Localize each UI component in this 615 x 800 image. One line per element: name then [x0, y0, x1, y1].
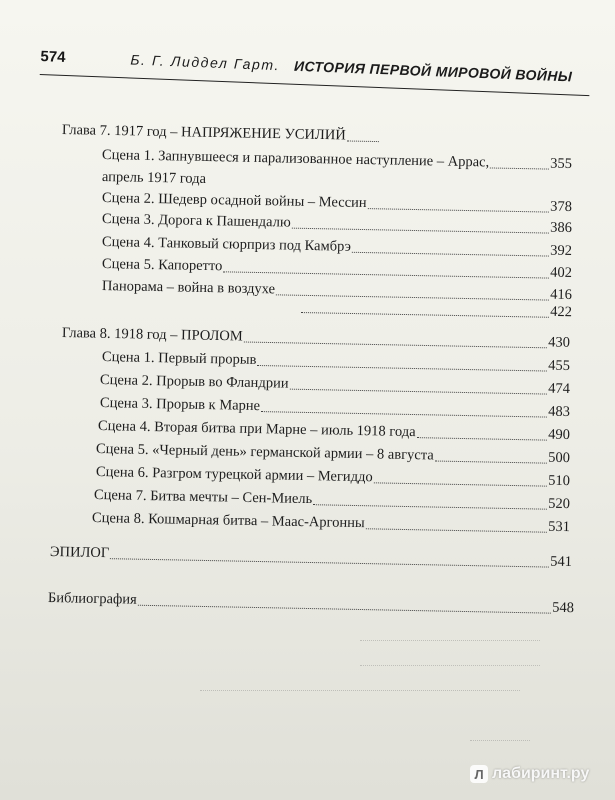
toc-entry [102, 234, 572, 260]
toc-entry-page: 386 [550, 219, 573, 237]
leader-dots [257, 365, 547, 372]
leader-dots [138, 605, 551, 614]
leader-dots [374, 482, 548, 486]
labirint-watermark [470, 765, 589, 783]
toc-entry [100, 372, 570, 398]
toc-entry [92, 510, 570, 536]
leader-dots [352, 252, 549, 257]
leader-dots [490, 167, 549, 169]
toc-entry [102, 349, 570, 375]
toc-entry-label: ЭПИЛОГ [49, 544, 110, 562]
toc-entry [102, 147, 572, 173]
page-number: 574 [40, 48, 66, 66]
toc-entry [96, 441, 570, 467]
toc-entry-page: 455 [548, 357, 571, 374]
toc-entry-page: 422 [550, 303, 573, 321]
labirint-logo-icon: Л [470, 765, 488, 783]
toc-entry-page: 500 [548, 449, 571, 467]
toc-entry-label: Глава 8. 1918 год – ПРОЛОМ [61, 325, 243, 345]
toc-entry-page: 531 [548, 518, 571, 536]
toc-chapter-7 [62, 122, 380, 145]
toc-entry [102, 211, 572, 237]
toc-entry-label: Сцена 4. Вторая битва при Марне – июль 1918 года [97, 418, 416, 441]
toc-entry [100, 395, 570, 421]
toc-entry-label: Сцена 3. Дорога к Пашендалю [101, 211, 291, 231]
toc-entry-page: 510 [548, 472, 571, 490]
leader-dots [366, 528, 548, 532]
toc-entry-label: Глава 7. 1917 год – НАПРЯЖЕНИЕ УСИЛИЙ [61, 122, 346, 144]
leader-dots [368, 208, 550, 212]
toc-entry [94, 487, 570, 513]
toc-entry-page: 548 [552, 599, 575, 617]
toc-entry-page: 474 [548, 380, 571, 398]
toc-entry-continuation: апрель 1917 года [101, 169, 207, 187]
leader-dots [244, 341, 547, 348]
toc-entry-page: 402 [550, 264, 573, 282]
toc-entry-page: 490 [548, 426, 571, 444]
leader-dots [223, 271, 549, 278]
toc-entry-label: Сцена 5. «Черный день» германской армии – 8 августа [95, 441, 434, 464]
leader-dots [292, 228, 549, 234]
toc-entry-label: Сцена 6. Разгром турецкой армии – Мегиддо [95, 464, 373, 486]
leader-dots [289, 389, 547, 395]
leader-dots [261, 411, 547, 417]
toc-entry [96, 464, 570, 490]
toc-entry-page: 355 [550, 155, 573, 173]
toc-entry-label: Сцена 5. Капоретто [101, 256, 223, 275]
toc-entry-label: Сцена 2. Прорыв во Фландрии [99, 372, 289, 392]
toc-entry-page: 392 [550, 242, 573, 260]
toc-entry-page: 378 [550, 198, 573, 216]
toc-bibliography [48, 590, 574, 617]
watermark-text: лабиринт.ру [492, 765, 590, 782]
toc-entry-label: Сцена 4. Танковый сюрприз под Камбрэ [101, 234, 352, 255]
toc-entry-label: Сцена 3. Прорыв к Марне [99, 395, 261, 415]
toc-entry-page: 416 [550, 286, 573, 304]
toc-entry [102, 256, 572, 282]
toc-entry-label: Сцена 7. Битва мечты – Сен-Миель [93, 487, 313, 508]
toc-entry-page: 483 [548, 403, 571, 421]
toc-entry-label: Сцена 1. Запнувшееся и парализованное наступление – Аррас, [101, 147, 490, 171]
leader-dots [110, 558, 549, 567]
leader-dots [435, 461, 547, 464]
leader-dots [416, 437, 547, 441]
toc-entry-label: Сцена 2. Шедевр осадной войны – Мессин [101, 190, 367, 212]
leader-dots [347, 140, 379, 142]
leader-dots [301, 312, 549, 318]
toc-epilogue [50, 544, 572, 571]
author-name: Б. Г. Лиддел Гарт. [130, 51, 281, 74]
toc-entry-label: Сцена 1. Первый прорыв [101, 349, 257, 368]
toc-entry [98, 418, 570, 444]
toc-chapter-8 [62, 325, 570, 352]
toc-entry-label: Библиография [47, 590, 137, 608]
toc-entry-page: 430 [548, 334, 571, 351]
book-title: ИСТОРИЯ ПЕРВОЙ МИРОВОЙ ВОЙНЫ [293, 57, 573, 85]
toc-entry-label: Сцена 8. Кошмарная битва – Маас-Аргонны [91, 510, 365, 532]
toc-entry-page: 520 [548, 495, 571, 513]
leader-dots [313, 504, 547, 509]
toc-entry-page: 541 [550, 553, 573, 571]
toc-entry-label: Панорама – война в воздухе [101, 278, 276, 298]
